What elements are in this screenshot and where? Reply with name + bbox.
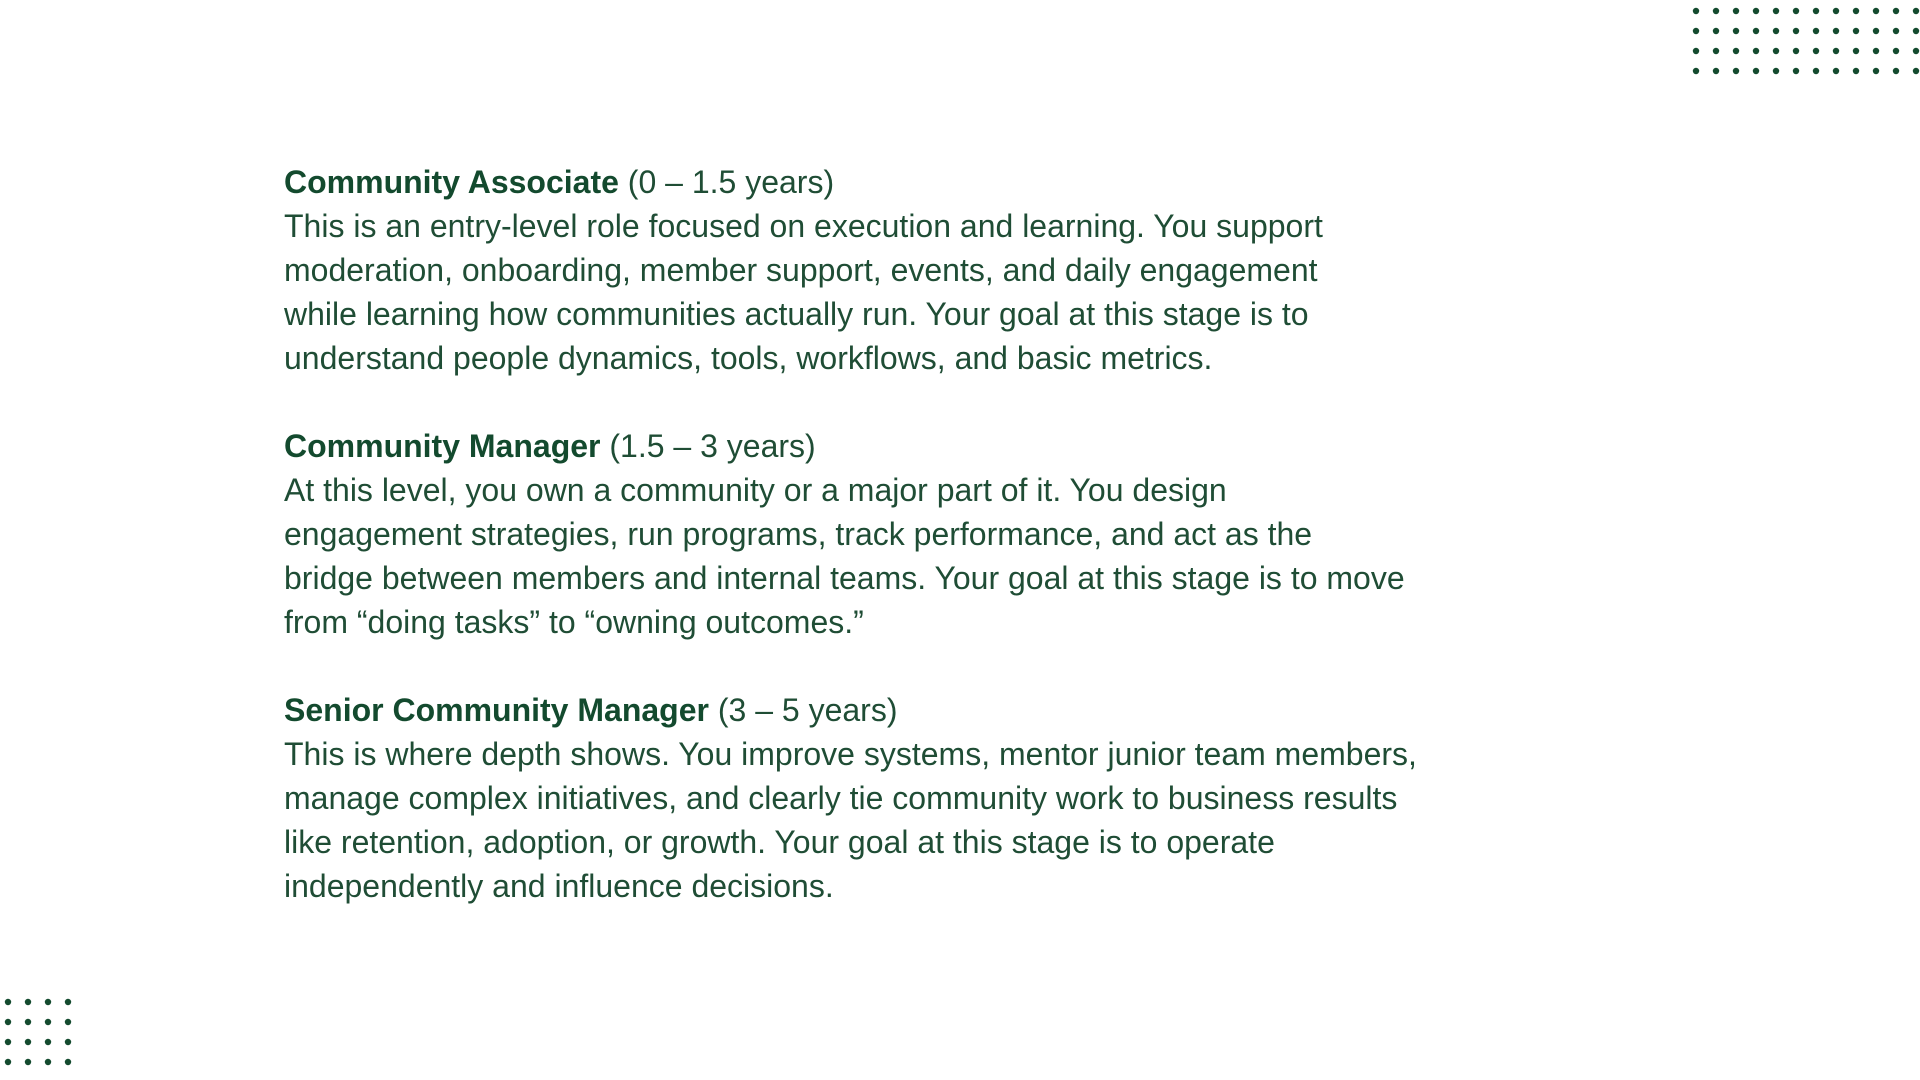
description-line: from “doing tasks” to “owning outcomes.” bbox=[284, 604, 864, 640]
description-line: bridge between members and internal teams. Your goal at this stage is to move bbox=[284, 560, 1405, 596]
description-line: manage complex initiatives, and clearly tie community work to business results bbox=[284, 780, 1398, 816]
role-title: Community Manager bbox=[284, 428, 601, 464]
description-line: At this level, you own a community or a major part of it. You design bbox=[284, 472, 1227, 508]
role-heading bbox=[284, 688, 1584, 732]
role-experience-range: (1.5 – 3 years) bbox=[609, 428, 816, 464]
role-title: Senior Community Manager bbox=[284, 692, 709, 728]
dot-pattern-top-right bbox=[1692, 6, 1920, 78]
role-description bbox=[284, 468, 1584, 644]
role-description bbox=[284, 732, 1584, 908]
dot-pattern-top-right-graphic bbox=[1692, 6, 1920, 78]
description-line: moderation, onboarding, member support, events, and daily engagement bbox=[284, 252, 1318, 288]
description-line: engagement strategies, run programs, track performance, and act as the bbox=[284, 516, 1313, 552]
dot-pattern-bottom-left-graphic bbox=[0, 996, 76, 1080]
role-heading bbox=[284, 424, 1584, 468]
description-line: while learning how communities actually run. Your goal at this stage is to bbox=[284, 296, 1309, 332]
role-heading bbox=[284, 160, 1584, 204]
description-line: like retention, adoption, or growth. Your goal at this stage is to operate bbox=[284, 824, 1275, 860]
role-title: Community Associate bbox=[284, 164, 619, 200]
role-experience-range: (0 – 1.5 years) bbox=[627, 164, 835, 200]
role-experience-range: (3 – 5 years) bbox=[717, 692, 898, 728]
description-line: understand people dynamics, tools, workflows, and basic metrics. bbox=[284, 340, 1213, 376]
role-description bbox=[284, 204, 1584, 380]
description-line: independently and influence decisions. bbox=[284, 868, 834, 904]
role-community-manager bbox=[284, 424, 1584, 644]
description-line: This is where depth shows. You improve systems, mentor junior team members, bbox=[284, 736, 1417, 772]
role-community-associate bbox=[284, 160, 1584, 380]
role-senior-community-manager bbox=[284, 688, 1584, 908]
dot-pattern-bottom-left bbox=[0, 996, 76, 1080]
career-levels bbox=[284, 160, 1584, 952]
description-line: This is an entry-level role focused on execution and learning. You support bbox=[284, 208, 1323, 244]
